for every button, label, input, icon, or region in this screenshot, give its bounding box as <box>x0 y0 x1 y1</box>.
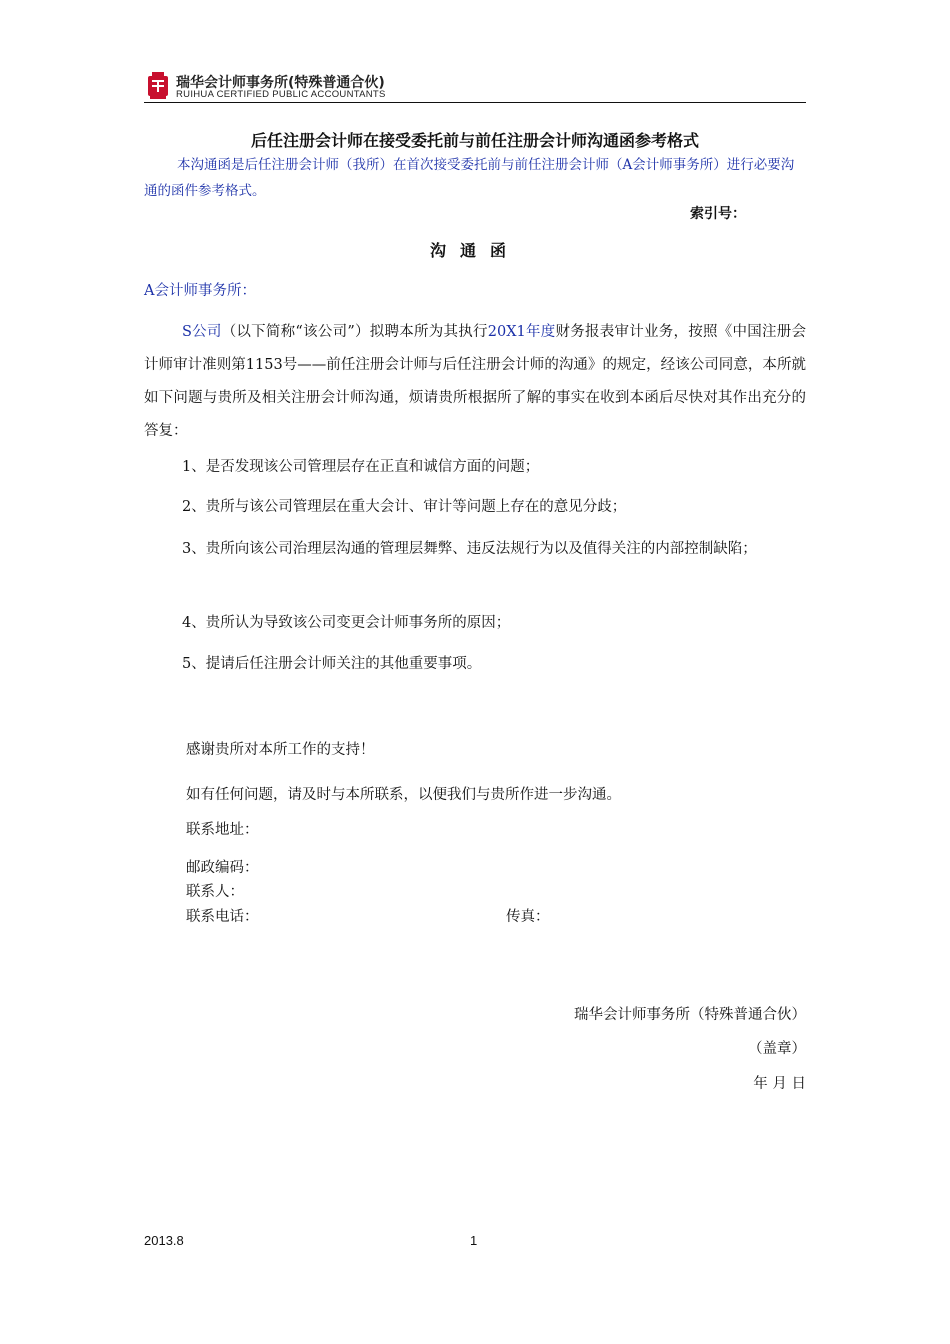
header-divider <box>144 102 806 103</box>
letter-heading: 沟通函 <box>429 241 520 260</box>
contact-person-label: 联系人： <box>186 884 244 900</box>
phone-label: 联系电话： <box>186 909 259 925</box>
firm-name-cn: 瑞华会计师事务所(特殊普通合伙) <box>176 75 385 91</box>
audit-year: 20X1年度 <box>487 324 556 340</box>
footer-version: 2013.8 <box>144 1233 184 1248</box>
list-item: 5、提请后任注册会计师关注的其他重要事项。 <box>182 656 482 672</box>
thanks-line: 感谢贵所对本所工作的支持！ <box>186 742 375 758</box>
seal-note: （盖章） <box>748 1041 806 1057</box>
main-paragraph-part2: 财务报表审计业务，按照《中国注册会计师审计准则第1153号——前任注册会计师与后任注册会计师的沟通》的规定，经该公司同意，本所就如下问题与贵所及相关注册会计师沟通，烦请贵所根据所了解的事实在收到本函后尽快对其作出充分的答复： <box>144 324 807 439</box>
list-item: 1、是否发现该公司管理层存在正直和诚信方面的问题； <box>182 459 540 475</box>
ruihua-logo-icon <box>146 72 170 100</box>
recipient: A会计师事务所： <box>144 283 256 299</box>
list-item: 3、贵所向该公司治理层沟通的管理层舞弊、违反法规行为以及值得关注的内部控制缺陷； <box>182 541 757 557</box>
signature-firm: 瑞华会计师事务所（特殊普通合伙） <box>574 1007 806 1023</box>
index-number-label: 索引号： <box>690 206 746 222</box>
list-item: 2、贵所与该公司管理层在重大会计、审计等问题上存在的意见分歧； <box>182 499 627 515</box>
intro-paragraph: 本沟通函是后任注册会计师（我所）在首次接受委托前与前任注册会计师（A会计师事务所）进行必要沟通的函件参考格式。 <box>144 157 795 199</box>
address-label: 联系地址： <box>186 822 259 838</box>
main-paragraph-part1: （以下简称“该公司”）拟聘本所为其执行 <box>221 324 488 340</box>
firm-name-en: RUIHUA CERTIFIED PUBLIC ACCOUNTANTS <box>176 89 386 100</box>
date-line: 年 月 日 <box>753 1076 806 1092</box>
postcode-label: 邮政编码： <box>186 860 259 876</box>
contact-note: 如有任何问题，请及时与本所联系，以便我们与贵所作进一步沟通。 <box>186 787 621 803</box>
main-paragraph <box>144 316 806 448</box>
document-title: 后任注册会计师在接受委托前与前任注册会计师沟通函参考格式 <box>250 131 699 150</box>
list-item: 4、贵所认为导致该公司变更会计师事务所的原因； <box>182 615 511 631</box>
company-name: S公司 <box>182 324 222 340</box>
fax-label: 传真： <box>506 909 550 925</box>
page-number: 1 <box>470 1233 478 1248</box>
